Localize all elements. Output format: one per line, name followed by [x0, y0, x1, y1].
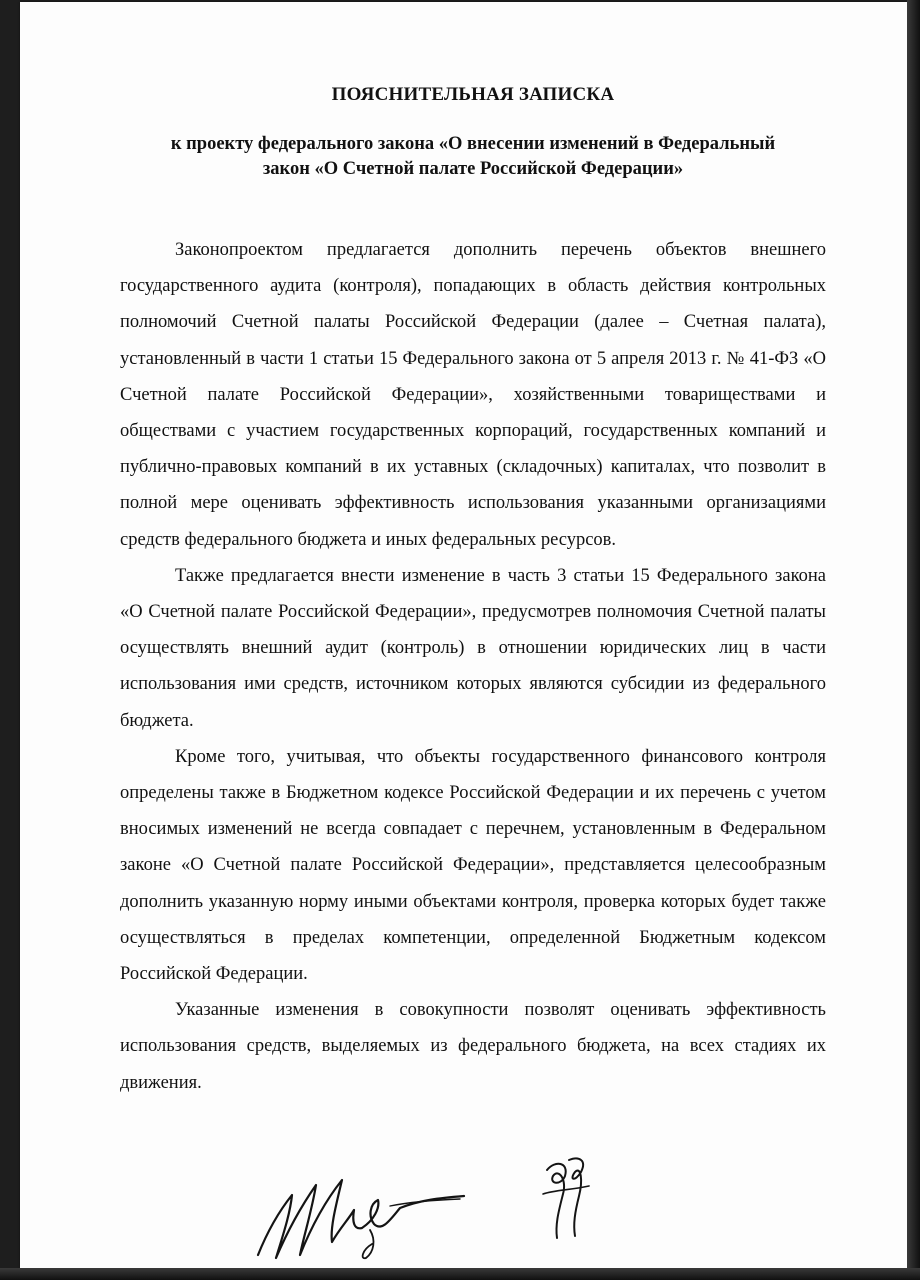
- handwritten-initials-icon: [535, 1150, 595, 1245]
- document-body: [120, 232, 826, 1101]
- paragraph-3: Кроме того, учитывая, что объекты государственного финансового контроля определены также в Бюджетном кодексе Российской Федерации и их перечень с учетом вносимых изменений не всегда совпадает с перечнем, установленным в Федеральном законе «О Счетной палате Российской Федерации», представляется целесообразным дополнить указанную норму иными объектами контроля, проверка которых будет также осуществляться в пределах компетенции, определенной Бюджетным кодексом Российской Федерации.: [120, 746, 826, 985]
- paragraph-4: Указанные изменения в совокупности позволят оценивать эффективность использования средств, выделяемых из федерального бюджета, на всех стадиях их движения.: [120, 1000, 826, 1093]
- scan-shadow-bottom: [0, 1268, 920, 1280]
- subtitle-line-1: к проекту федерального закона «О внесении изменений в Федеральный: [170, 134, 776, 154]
- signature-block: [250, 1150, 630, 1265]
- paragraph-1: Законопроектом предлагается дополнить перечень объектов внешнего государственного аудита (контроля), попадающих в область действия контрольных полномочий Счетной палаты Российской Федерации (далее – Счетная палата), установленный в части 1 статьи 15 Федерального закона от 5 апреля 2013 г. № 41-ФЗ «О Счетной палате Российской Федерации», хозяйственными товариществами и обществами с участием государственных корпораций, государственных компаний и публично-правовых компаний в их уставных (складочных) капиталах, что позволит в полной мере оценивать эффективность использования указанными организациями средств федерального бюджета и иных федеральных ресурсов.: [120, 240, 826, 550]
- subtitle-line-2: закон «О Счетной палате Российской Федерации»: [262, 159, 684, 179]
- document-subtitle: [120, 132, 826, 182]
- paragraph-2: Также предлагается внести изменение в часть 3 статьи 15 Федерального закона «О Счетной палате Российской Федерации», предусмотрев полномочия Счетной палаты осуществлять внешний аудит (контроль) в отношении юридических лиц в части использования ими средств, источником которых являются субсидии из федерального бюджета.: [120, 565, 826, 731]
- document-title: ПОЯСНИТЕЛЬНАЯ ЗАПИСКА: [331, 84, 615, 105]
- scan-shadow-right: [907, 0, 920, 1280]
- handwritten-signature-icon: [250, 1150, 470, 1265]
